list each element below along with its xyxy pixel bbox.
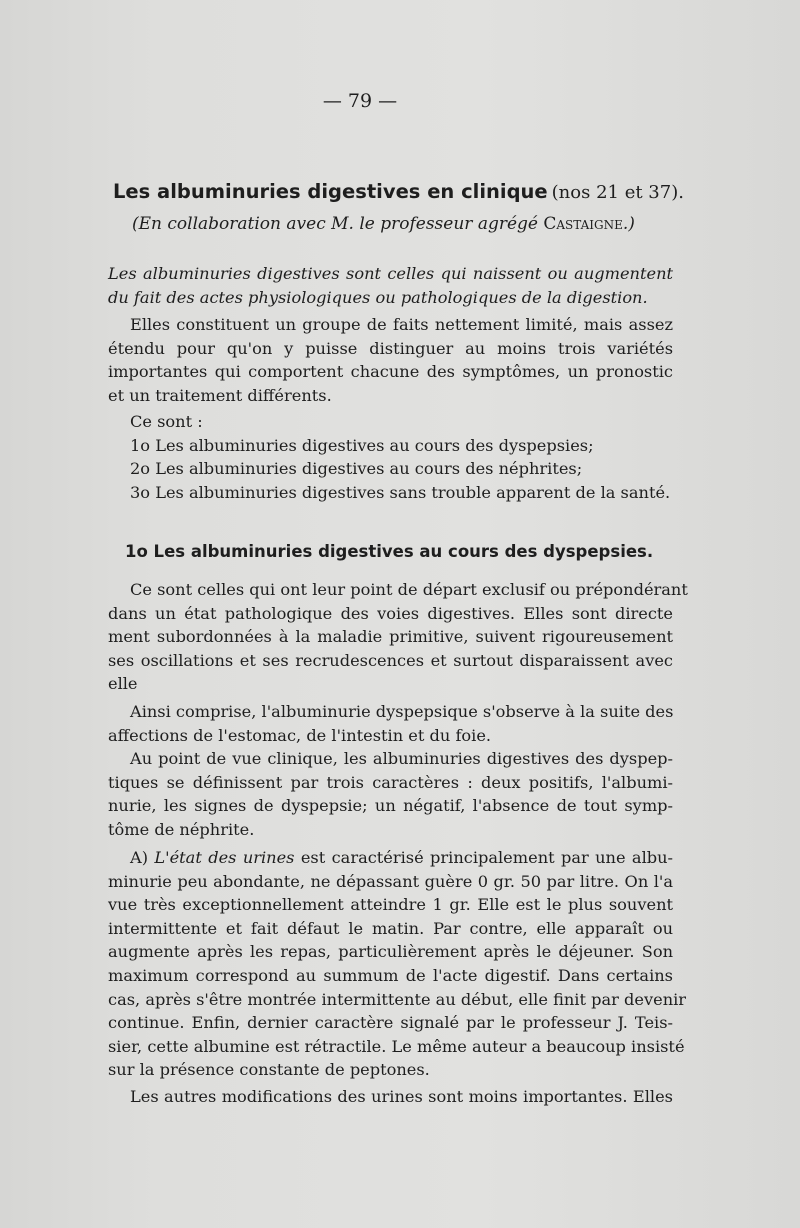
intro-paragraph <box>108 262 673 309</box>
text-line: importantes qui comportent chacune des symptômes, un pronostic <box>108 362 673 382</box>
collaboration-note <box>132 214 635 234</box>
text-line: intermittente et fait défaut le matin. Par contre, elle apparaît ou <box>108 918 673 938</box>
paragraph-4 <box>108 747 673 841</box>
text-line: minurie peu abondante, ne dépassant guère 0 gr. 50 par litre. On l'a <box>108 871 673 891</box>
paragraph-1 <box>108 313 673 407</box>
text-line: Ainsi comprise, l'albuminurie dyspepsique s'observe à la suite des <box>130 702 674 721</box>
page-number: — 79 — <box>322 90 398 112</box>
text-line: Au point de vue clinique, les albuminuries digestives des dyspep- <box>130 749 673 768</box>
text-line: dans un état pathologique des voies digestives. Elles sont directe <box>108 603 673 623</box>
section-heading: 1o Les albuminuries digestives au cours des dyspepsies. <box>125 542 654 561</box>
text-line: affections de l'estomac, de l'intestin et du foie. <box>108 725 492 745</box>
text-line: étendu pour qu'on y puisse distinguer au moins trois variétés <box>108 338 673 358</box>
text-line: Les autres modifications des urines sont moins importantes. Elles <box>130 1087 673 1106</box>
paragraph-2 <box>108 578 688 696</box>
collaboration-prefix: (En collaboration avec M. le professeur agrégé <box>132 214 538 234</box>
text-line: ment subordonnées à la maladie primitive, suivent rigoureusement <box>108 627 673 647</box>
text-line: vue très exceptionnellement atteindre 1 gr. Elle est le plus souvent <box>108 895 673 915</box>
text-line: sier, cette albumine est rétractile. Le même auteur a beaucoup insisté <box>108 1036 685 1056</box>
list-item: 3o Les albuminuries digestives sans trouble apparent de la santé. <box>130 482 671 502</box>
intro-line: du fait des actes physiologiques ou pathologiques de la digestion. <box>108 287 648 307</box>
text-line: elle <box>108 674 138 694</box>
text-fragment: est caractérisé principalement par une albu- <box>294 848 674 867</box>
article-title <box>113 180 684 203</box>
text-line: et un traitement différents. <box>108 385 332 405</box>
item-letter: A) <box>130 848 155 867</box>
text-line: ses oscillations et ses recrudescences et surtout disparaissent avec <box>108 650 673 670</box>
article-title-text: Les albuminuries digestives en clinique <box>113 180 548 203</box>
text-line: cas, après s'être montrée intermittente au début, elle finit par devenir <box>108 989 687 1009</box>
text-line: tôme de néphrite. <box>108 819 255 839</box>
text-line: nurie, les signes de dyspepsie; un négatif, l'absence de tout symp- <box>108 796 673 816</box>
text-line: augmente après les repas, particulièrement après le déjeuner. Son <box>108 942 673 962</box>
article-reference: (nos 21 et 37). <box>551 182 684 203</box>
text-line <box>108 846 673 870</box>
collaboration-suffix: .) <box>622 214 635 234</box>
list-item: 2o Les albuminuries digestives au cours des néphrites; <box>130 459 583 479</box>
varieties-list <box>108 410 673 504</box>
list-item: 1o Les albuminuries digestives au cours des dyspepsies; <box>130 435 594 455</box>
text-line: sur la présence constante de peptones. <box>108 1060 430 1080</box>
text-line: Elles constituent un groupe de faits nettement limité, mais assez <box>130 315 673 334</box>
text-line: maximum correspond au summum de l'acte digestif. Dans certains <box>108 965 673 985</box>
paragraph-5 <box>108 846 687 1082</box>
paragraph-3 <box>108 700 673 747</box>
collaborator-name: Castaigne <box>543 214 623 234</box>
intro-line: Les albuminuries digestives sont celles qui naissent ou augmentent <box>108 264 673 283</box>
text-line: Ce sont celles qui ont leur point de départ exclusif ou prépondérant <box>130 580 688 599</box>
text-line: continue. Enfin, dernier caractère signalé par le professeur J. Teis- <box>108 1013 673 1033</box>
paragraph-6 <box>108 1085 673 1109</box>
text-line: tiques se définissent par trois caractères : deux positifs, l'albumi- <box>108 772 673 792</box>
list-intro: Ce sont : <box>130 412 203 431</box>
italic-term: L'état des urines <box>154 848 295 867</box>
